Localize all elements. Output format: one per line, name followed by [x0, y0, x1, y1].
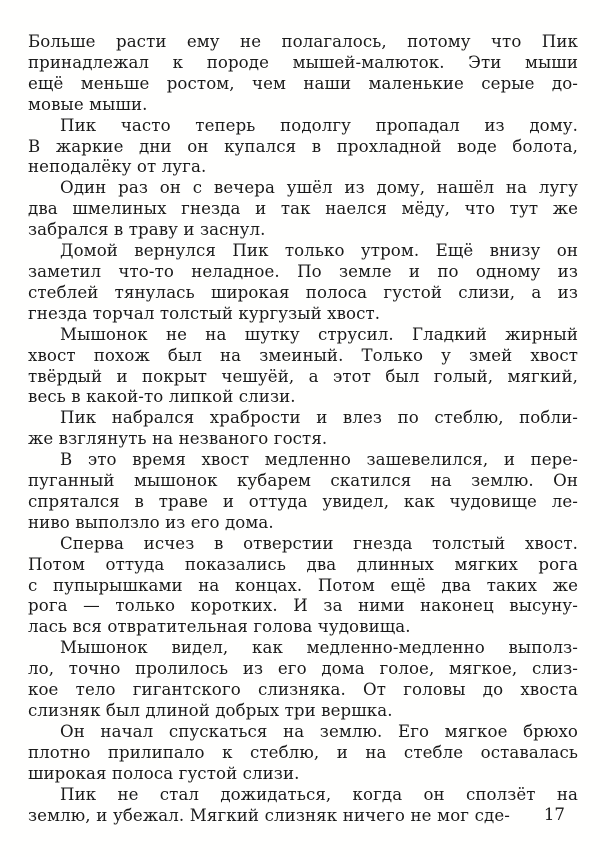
text-line: забрался в траву и заснул. [28, 220, 266, 240]
text-line: гнезда торчал толстый кургузый хвост. [28, 303, 381, 323]
text-line: Домой вернулся Пик только утром. Ещё внизу он [60, 241, 578, 261]
text-line: хвост похож был на змеиный. Только у змей хвост [28, 345, 578, 365]
text-line: стеблей тянулась широкая полоса густой слизи, а из [28, 282, 578, 302]
text-line: Сперва исчез в отверстии гнезда толстый хвост. [60, 533, 578, 553]
text-line: два шмелиных гнезда и так наелся мёду, что тут же [28, 199, 578, 219]
text-line: лась вся отвратительная голова чудовища. [28, 617, 411, 637]
text-line: же взглянуть на незваного гостя. [28, 429, 328, 449]
text-line: широкая полоса густой слизи. [28, 763, 300, 783]
text-line: Потом оттуда показались два длинных мягких рога [28, 554, 578, 574]
text-line: ниво выползло из его дома. [28, 512, 274, 532]
text-line: кое тело гигантского слизняка. От головы до хвоста [28, 680, 578, 700]
text-line: принадлежал к породе мышей-малюток. Эти мыши [28, 52, 578, 72]
text-line: рога — только коротких. И за ними наконец высуну- [28, 596, 578, 616]
page-number: 17 [543, 805, 565, 824]
text-line: Он начал спускаться на землю. Его мягкое брюхо [60, 721, 578, 741]
text-line: твёрдый и покрыт чешуёй, а этот был голый, мягкий, [28, 366, 578, 386]
page-text [28, 32, 578, 826]
text-line: Один раз он с вечера ушёл из дому, нашёл на лугу [60, 178, 578, 198]
text-line: заметил что-то неладное. По земле и по одному из [28, 261, 578, 281]
text-line: Пик не стал дожидаться, когда он сползёт на [60, 784, 578, 804]
text-line: слизняк был длиной добрых три вершка. [28, 701, 393, 720]
text-line: землю, и убежал. Мягкий слизняк ничего не мог сде- [28, 805, 510, 825]
text-line: спрятался в траве и оттуда увидел, как чудовище ле- [28, 491, 578, 511]
text-line: с пупырышками на концах. Потом ещё два таких же [28, 575, 578, 595]
text-line: Мышонок не на шутку струсил. Гладкий жирный [60, 324, 578, 344]
text-line: Пик набрался храбрости и влез по стеблю, побли- [60, 408, 578, 428]
text-line: Больше расти ему не полагалось, потому что Пик [28, 32, 578, 51]
text-line: неподалёку от луга. [28, 157, 207, 177]
text-line: мовые мыши. [28, 94, 148, 114]
text-line: В жаркие дни он купался в прохладной воде болота, [28, 136, 578, 156]
text-line: пуганный мышонок кубарем скатился на землю. Он [28, 471, 578, 491]
text-line: ло, точно пролилось из его дома голое, мягкое, слиз- [28, 659, 578, 679]
text-line: плотно прилипало к стеблю, и на стебле оставалась [28, 742, 578, 762]
text-line: ещё меньше ростом, чем наши маленькие серые до- [28, 73, 578, 93]
text-line: Мышонок видел, как медленно-медленно выполз- [60, 638, 578, 658]
text-line: В это время хвост медленно зашевелился, и пере- [60, 450, 578, 470]
text-line: весь в какой-то липкой слизи. [28, 387, 296, 407]
text-line: Пик часто теперь подолгу пропадал из дому. [60, 115, 578, 135]
